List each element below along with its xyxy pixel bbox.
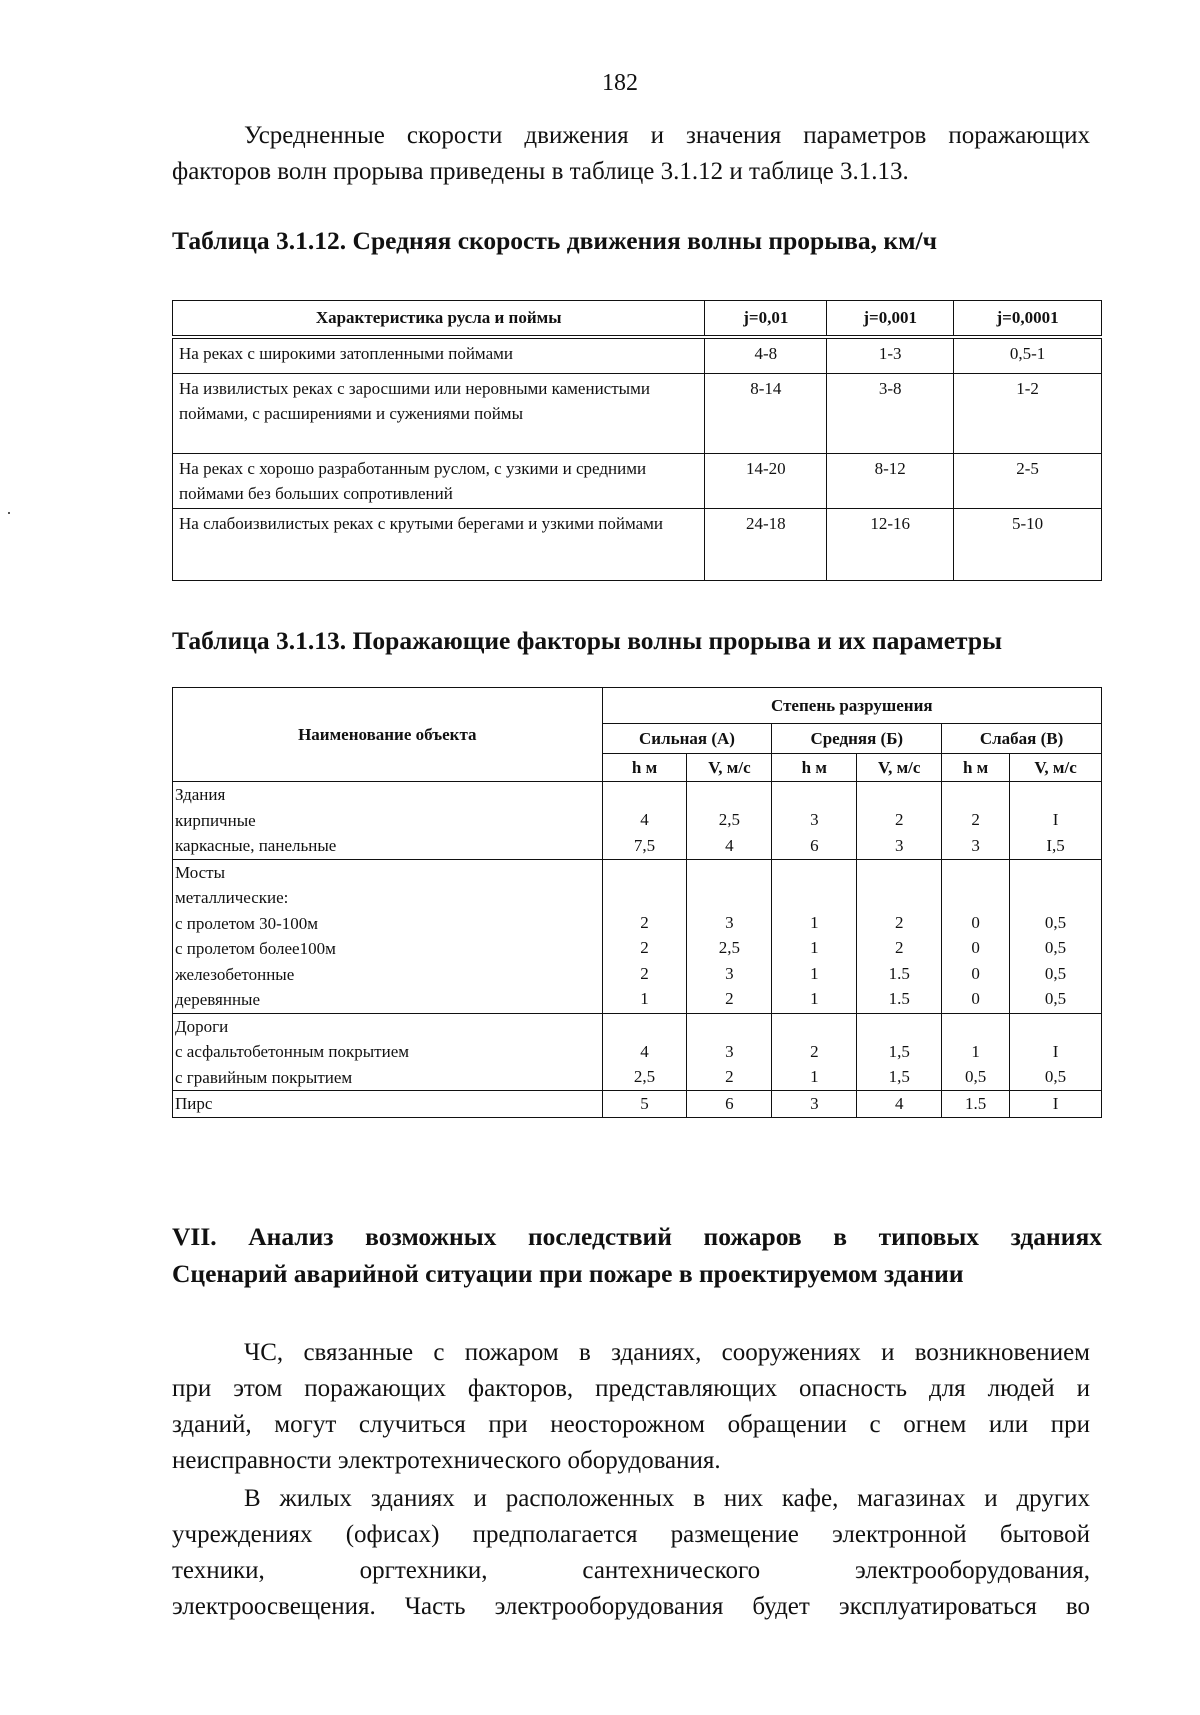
cell-line: 3: [971, 835, 980, 855]
section-heading-line: VII. Анализ возможных последствий пожаров в типовых зданиях: [172, 1222, 1102, 1251]
paragraph-line: при этом поражающих факторов, представляющих опасность для людей и: [172, 1375, 1090, 1402]
cell-line: [774, 782, 854, 807]
cell-line: 1,5: [888, 1041, 910, 1061]
table-header-row: [173, 688, 1102, 724]
table-cell: [1010, 859, 1102, 1013]
table-row: [173, 859, 1102, 1013]
column-header: V, м/с: [857, 754, 942, 782]
cell-line: 2,5: [718, 938, 741, 957]
cell-line: 3: [725, 1041, 734, 1061]
column-header: Характеристика русла и поймы: [173, 301, 705, 338]
table-cell: [942, 782, 1010, 860]
cell-line: I,5: [1046, 835, 1065, 855]
cell-line: 3: [725, 963, 734, 983]
table-cell: [687, 782, 772, 860]
column-header: h м: [942, 754, 1010, 782]
page-number: 182: [602, 70, 638, 96]
column-header: Средняя (Б): [772, 724, 942, 754]
cell-line: [689, 1014, 769, 1039]
table-row: [173, 337, 1102, 373]
cell-line: металлические:: [175, 888, 289, 907]
paragraph-line: техники, оргтехники, сантехнического электрооборудования,: [172, 1557, 1090, 1584]
cell-line: 2: [971, 810, 980, 829]
paragraph-line: учреждениях (офисах) предполагается размещение электронной бытовой: [172, 1521, 1090, 1548]
table-cell: 0,5-1: [954, 337, 1102, 373]
table-cell: [173, 859, 603, 1013]
cell-line: [859, 782, 939, 807]
cell-line: 1.5: [888, 989, 910, 1008]
cell-line: 2: [810, 1041, 819, 1061]
table-row: [173, 1013, 1102, 1091]
cell-line: 1: [971, 1041, 980, 1061]
cell-line: 1.5: [888, 963, 910, 983]
column-header: h м: [602, 754, 687, 782]
cell-line: Здания: [175, 785, 226, 804]
table2-title: Таблица 3.1.13. Поражающие факторы волны прорыва и их параметры: [172, 626, 1002, 655]
table-cell: [173, 1013, 603, 1091]
cell-line: 1: [810, 1067, 819, 1086]
table-cell: [942, 1013, 1010, 1091]
cell-line: I: [1052, 1094, 1059, 1113]
intro-line: Усредненные скорости движения и значения параметров поражающих: [244, 122, 1090, 149]
intro-line: факторов волн прорыва приведены в таблице 3.1.12 и таблице 3.1.13.: [172, 158, 909, 185]
cell-line: [689, 885, 769, 910]
cell-line: 0: [971, 912, 980, 932]
table-cell: На извилистых реках с заросшими или неровными каменистыми поймами, с расширениями и сужениями поймы: [173, 373, 705, 453]
cell-line: 2,5: [633, 1067, 656, 1086]
table-cell: [1010, 782, 1102, 860]
cell-line: с пролетом 30-100м: [175, 913, 319, 933]
cell-line: 2: [725, 989, 734, 1008]
table-cell: [173, 782, 603, 860]
column-header: j=0,01: [705, 301, 827, 338]
column-header: h м: [772, 754, 857, 782]
cell-line: 1: [640, 989, 649, 1008]
cell-line: каркасные, панельные: [175, 836, 337, 855]
table-cell: [857, 1013, 942, 1091]
cell-line: [689, 782, 769, 807]
cell-line: [605, 782, 685, 807]
cell-line: 4: [640, 1041, 649, 1061]
cell-line: 3: [810, 1094, 819, 1113]
cell-line: 2: [640, 963, 649, 983]
paragraph-line: электроосвещения. Часть электрооборудования будет эксплуатироваться во: [172, 1593, 1090, 1620]
section-heading: [172, 1218, 1102, 1292]
cell-line: 4: [640, 810, 649, 829]
cell-line: Пирс: [175, 1094, 213, 1113]
cell-line: [944, 860, 1007, 885]
table-cell: 3-8: [827, 373, 954, 453]
cell-line: [859, 860, 939, 885]
cell-line: [944, 1014, 1007, 1039]
cell-line: 3: [894, 835, 904, 855]
cell-line: [605, 860, 685, 885]
table-cell: 8-12: [827, 453, 954, 508]
cell-line: [1012, 782, 1099, 807]
cell-line: 1: [810, 912, 819, 932]
table-cell: 8-14: [705, 373, 827, 453]
cell-line: [1012, 860, 1099, 885]
cell-line: [859, 1014, 939, 1039]
cell-line: [774, 860, 854, 885]
cell-line: Дороги: [175, 1016, 229, 1036]
velocity-table: [172, 300, 1102, 581]
table-cell: [857, 859, 942, 1013]
cell-line: 7,5: [633, 835, 656, 855]
column-header: Слабая (В): [942, 724, 1102, 754]
cell-line: 2: [640, 912, 649, 932]
cell-line: 2,5: [718, 810, 741, 829]
cell-line: [605, 1014, 685, 1039]
cell-line: железобетонные: [175, 964, 295, 984]
cell-line: с асфальтобетонным покрытием: [175, 1042, 410, 1061]
table1-title: Таблица 3.1.12. Средняя скорость движения волны прорыва, км/ч: [172, 226, 937, 255]
column-header: V, м/с: [1010, 754, 1102, 782]
cell-line: [689, 860, 769, 885]
table-cell: [1010, 1013, 1102, 1091]
section-heading-line: Сценарий аварийной ситуации при пожаре в проектируемом здании: [172, 1259, 964, 1288]
cell-line: 3: [725, 912, 734, 932]
cell-line: 2: [894, 938, 904, 957]
paragraph-fire-risk: [172, 1335, 1090, 1479]
cell-line: 3: [810, 810, 819, 829]
cell-line: 4: [725, 835, 734, 855]
cell-line: 1.5: [964, 1094, 987, 1113]
cell-line: [944, 782, 1007, 807]
table-row: [173, 508, 1102, 580]
paragraph-equipment: [172, 1481, 1090, 1625]
cell-line: 0,5: [1044, 912, 1067, 932]
table-cell: [602, 1013, 687, 1091]
cell-line: 2: [894, 810, 904, 829]
cell-line: 1: [810, 938, 819, 957]
table-row: [173, 782, 1102, 860]
table-cell: [602, 1091, 687, 1118]
table-cell: [772, 859, 857, 1013]
table-cell: 14-20: [705, 453, 827, 508]
cell-line: I: [1052, 1041, 1059, 1061]
table-row: [173, 1091, 1102, 1118]
table-cell: [857, 782, 942, 860]
cell-line: 2: [640, 938, 649, 957]
paragraph-line: В жилых зданиях и расположенных в них кафе, магазинах и других: [244, 1485, 1090, 1512]
intro-paragraph: [172, 118, 1090, 190]
cell-line: 4: [894, 1094, 904, 1113]
cell-line: Мосты: [175, 862, 226, 882]
cell-line: с гравийным покрытием: [175, 1067, 353, 1087]
table-cell: На реках с хорошо разработанным руслом, с узкими и средними поймами без больших сопротивлений: [173, 453, 705, 508]
cell-line: [774, 885, 854, 910]
table-cell: На слабоизвилистых реках с крутыми берегами и узкими поймами: [173, 508, 705, 580]
damage-factors-table: [172, 687, 1102, 1118]
cell-line: 0,5: [1044, 938, 1067, 957]
paragraph-line: ЧС, связанные с пожаром в зданиях, сооружениях и возникновением: [244, 1339, 1090, 1366]
cell-line: кирпичные: [175, 810, 256, 830]
cell-line: [859, 885, 939, 910]
column-header: Степень разрушения: [602, 688, 1101, 724]
table-cell: [942, 1091, 1010, 1118]
table-cell: [942, 859, 1010, 1013]
table-cell: [1010, 1091, 1102, 1118]
table-cell: 5-10: [954, 508, 1102, 580]
table-cell: [772, 1091, 857, 1118]
table-cell: 4-8: [705, 337, 827, 373]
table-cell: [687, 1091, 772, 1118]
cell-line: [605, 885, 685, 910]
table-cell: [772, 782, 857, 860]
table-cell: [602, 859, 687, 1013]
table-cell: [173, 1091, 603, 1118]
cell-line: 0: [971, 963, 980, 983]
table-row: [173, 373, 1102, 453]
cell-line: 0: [971, 938, 980, 957]
table-cell: 2-5: [954, 453, 1102, 508]
cell-line: 0,5: [1044, 1067, 1067, 1086]
paragraph-line: неисправности электротехнического оборудования.: [172, 1447, 721, 1474]
table-cell: 1-3: [827, 337, 954, 373]
column-header: Наименование объекта: [173, 688, 603, 782]
table-cell: На реках с широкими затопленными поймами: [173, 337, 705, 373]
paragraph-line: зданий, могут случиться при неосторожном обращении с огнем или при: [172, 1411, 1090, 1438]
cell-line: 6: [810, 835, 819, 855]
cell-line: I: [1052, 810, 1059, 829]
cell-line: 0,5: [1044, 963, 1067, 983]
table-cell: 1-2: [954, 373, 1102, 453]
column-header: V, м/с: [687, 754, 772, 782]
cell-line: [1012, 885, 1099, 910]
cell-line: 6: [725, 1094, 734, 1113]
cell-line: с пролетом более100м: [175, 939, 336, 958]
table-cell: [687, 859, 772, 1013]
column-header: Сильная (А): [602, 724, 772, 754]
cell-line: деревянные: [175, 990, 261, 1009]
cell-line: 2: [725, 1067, 734, 1086]
scan-speck: [8, 512, 10, 514]
cell-line: [1012, 1014, 1099, 1039]
table-cell: 24-18: [705, 508, 827, 580]
table-cell: [687, 1013, 772, 1091]
cell-line: 0,5: [964, 1067, 987, 1086]
table-cell: [602, 782, 687, 860]
cell-line: [774, 1014, 854, 1039]
table-cell: [857, 1091, 942, 1118]
cell-line: 1: [810, 989, 819, 1008]
cell-line: 2: [894, 912, 904, 932]
cell-line: 1: [810, 963, 819, 983]
table-cell: [772, 1013, 857, 1091]
table-cell: 12-16: [827, 508, 954, 580]
table-header-row: [173, 301, 1102, 338]
cell-line: 0,5: [1044, 989, 1067, 1008]
cell-line: [944, 885, 1007, 910]
cell-line: 5: [640, 1094, 649, 1113]
cell-line: 1,5: [888, 1067, 910, 1086]
column-header: j=0,0001: [954, 301, 1102, 338]
table-row: [173, 453, 1102, 508]
column-header: j=0,001: [827, 301, 954, 338]
cell-line: 0: [971, 989, 980, 1008]
